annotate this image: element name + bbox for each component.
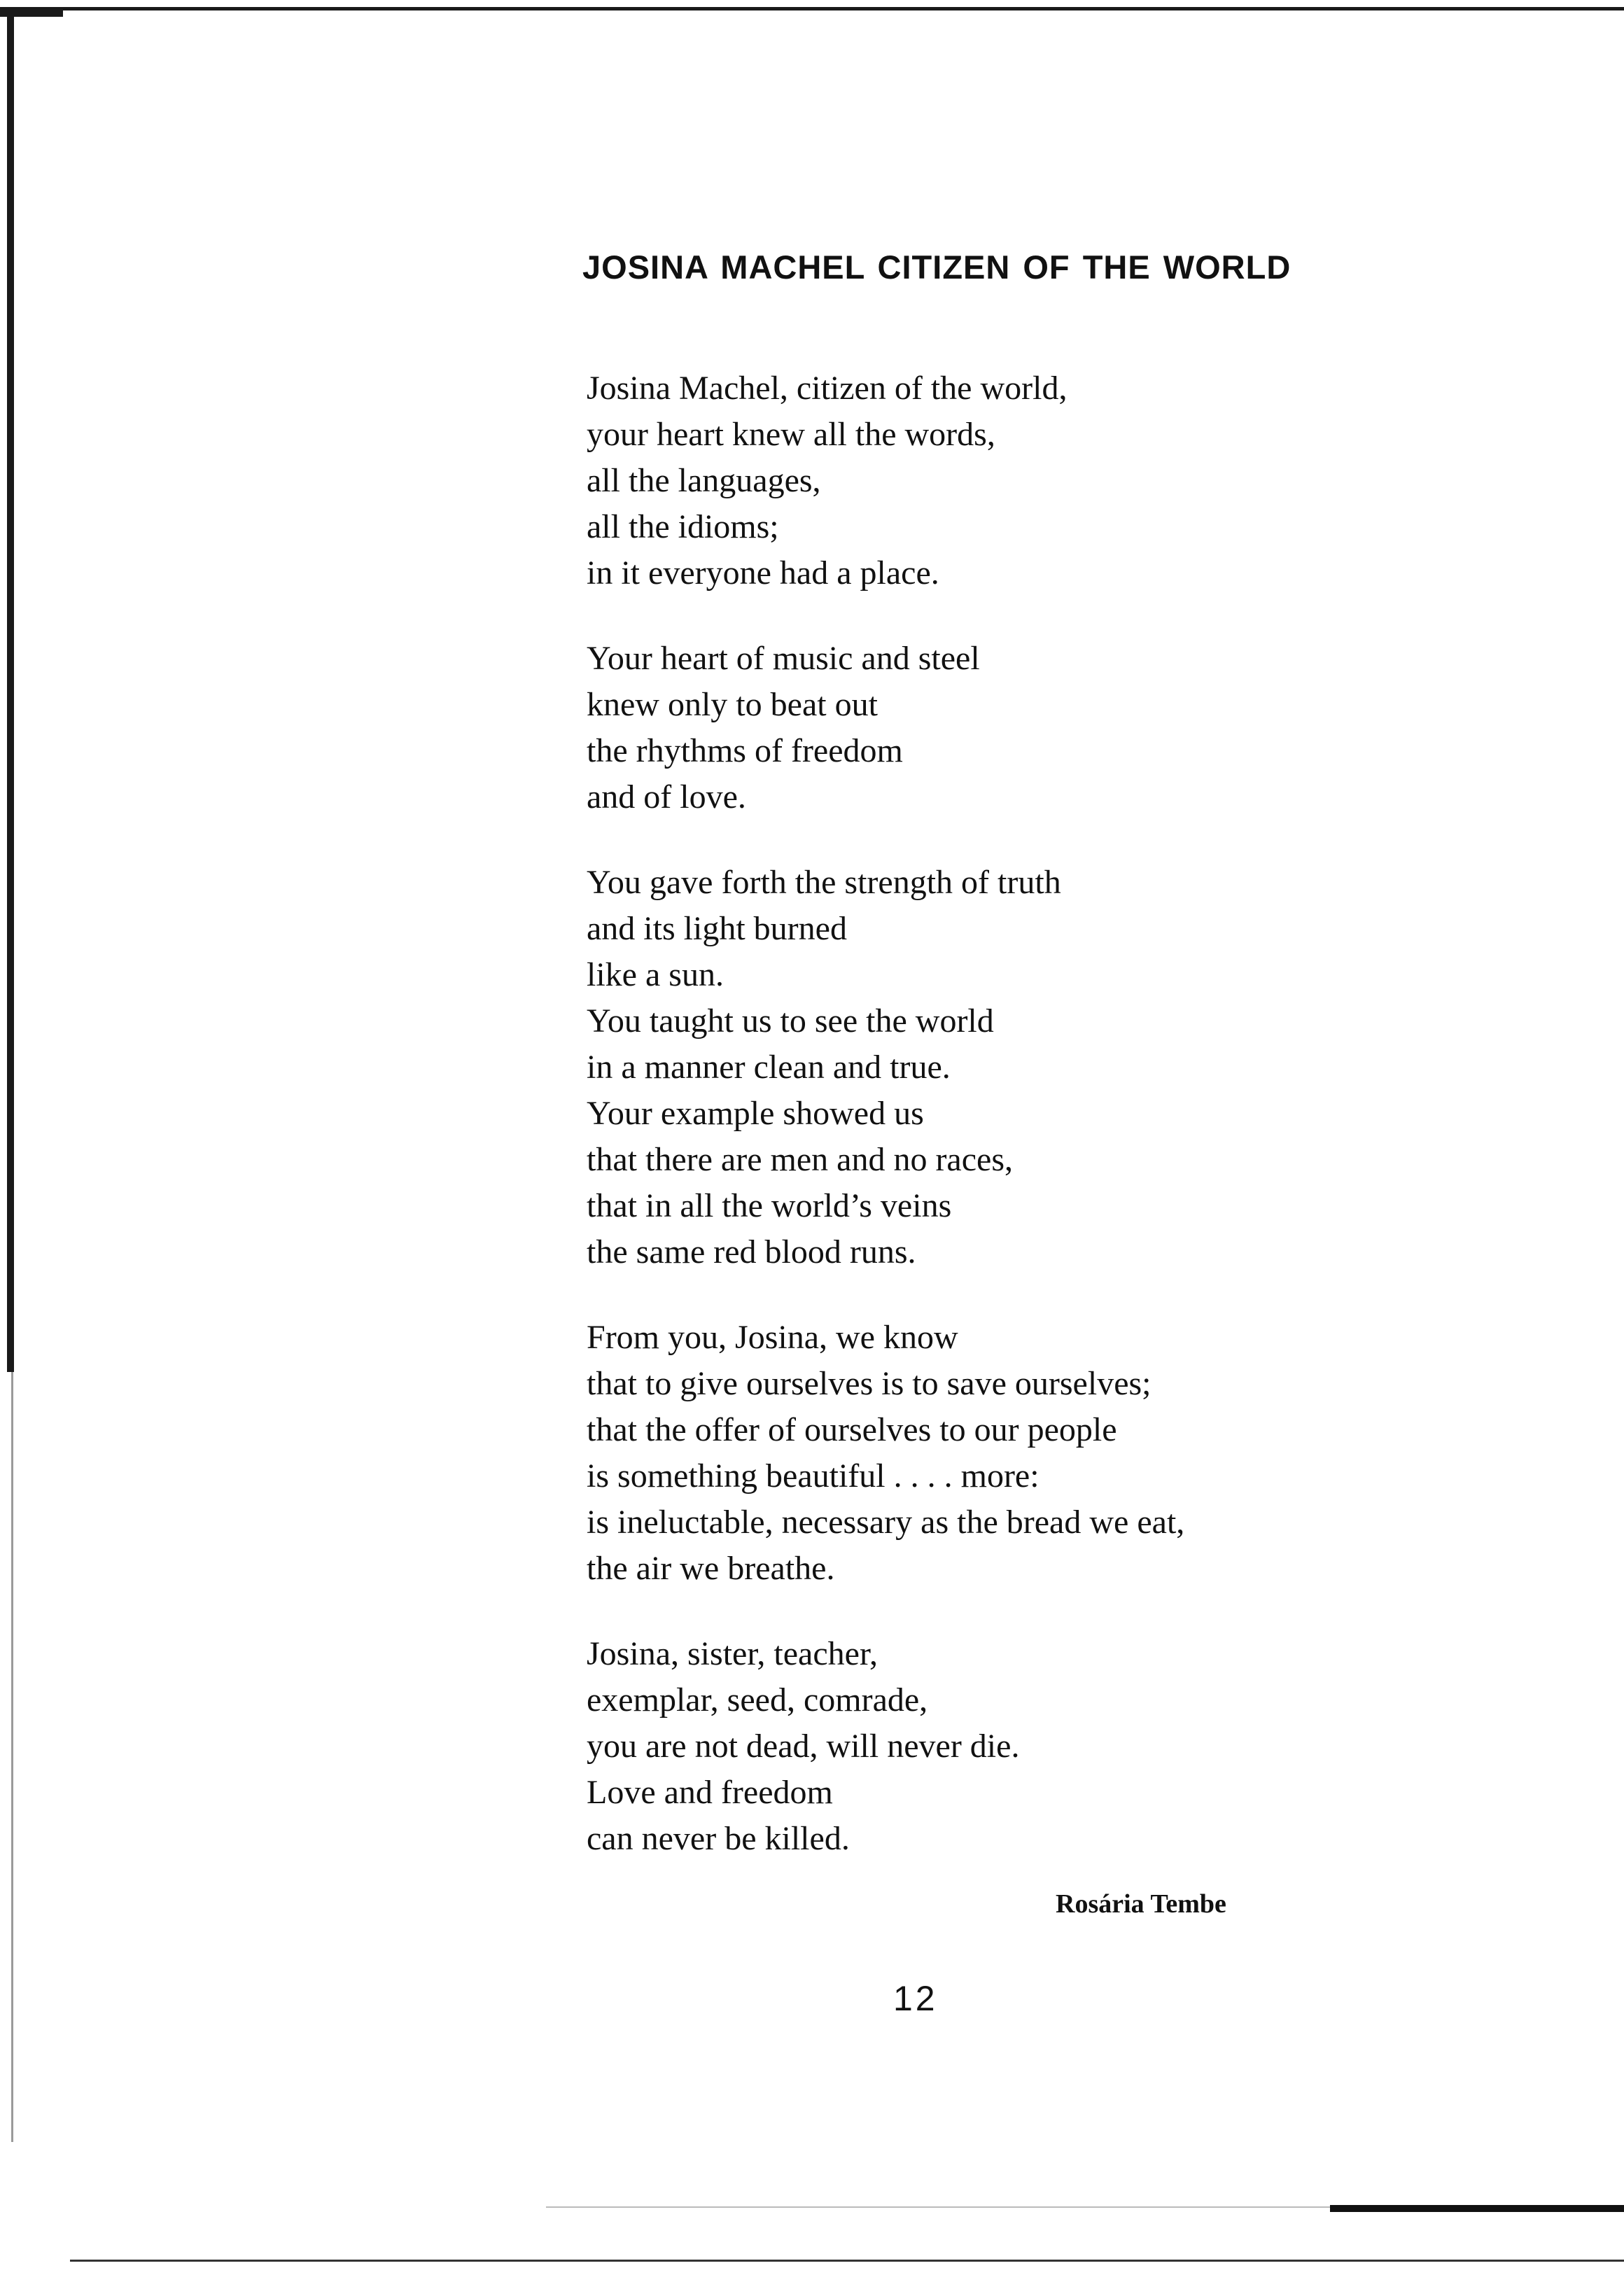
poem-stanza — [587, 365, 1392, 596]
poem-body — [587, 365, 1392, 1901]
poem-line: in it everyone had a place. — [587, 554, 939, 592]
poem-line: exemplar, seed, comrade, — [587, 1681, 928, 1718]
poem-line: and of love. — [587, 778, 746, 816]
poem-line: is something beautiful . . . . more: — [587, 1457, 1040, 1494]
poem-line: You taught us to see the world — [587, 1002, 994, 1040]
poem-line: You gave forth the strength of truth — [587, 864, 1061, 901]
poem-line: that there are men and no races, — [587, 1141, 1014, 1178]
page-number: 12 — [893, 1979, 938, 2018]
poem-line: Your example showed us — [587, 1095, 924, 1132]
poem-title: JOSINA MACHEL CITIZEN OF THE WORLD — [582, 248, 1292, 286]
poem-line: can never be killed. — [587, 1820, 850, 1857]
page-edge-bottom — [70, 2260, 1624, 2262]
poem-line: your heart knew all the words, — [587, 416, 995, 453]
poem-stanza — [587, 1631, 1392, 1862]
poem-line: like a sun. — [587, 956, 724, 993]
poem-line: and its light burned — [587, 910, 847, 947]
page-edge-bottom-right — [1330, 2205, 1624, 2212]
poem-stanza — [587, 636, 1392, 820]
poem-line: the air we breathe. — [587, 1550, 835, 1587]
page-edge-left-lower — [11, 1372, 13, 2142]
poem-author: Rosária Tembe — [1056, 1889, 1226, 1919]
poem-stanza — [587, 860, 1392, 1275]
poem-line: all the languages, — [587, 462, 821, 499]
page-edge-bottom-faint — [546, 2206, 1330, 2208]
poem-line: is ineluctable, necessary as the bread we eat, — [587, 1504, 1185, 1541]
poem-line: that to give ourselves is to save ourselves; — [587, 1365, 1152, 1402]
poem-line: the same red blood runs. — [587, 1233, 916, 1270]
poem-line: you are not dead, will never die. — [587, 1728, 1020, 1765]
poem-line: From you, Josina, we know — [587, 1319, 958, 1356]
poem-line: that the offer of ourselves to our people — [587, 1411, 1117, 1448]
poem-line: Josina Machel, citizen of the world, — [587, 370, 1068, 407]
poem-line: Love and freedom — [587, 1774, 833, 1811]
poem-line: that in all the world’s veins — [587, 1187, 952, 1224]
poem-line: in a manner clean and true. — [587, 1049, 951, 1086]
poem-stanza — [587, 1315, 1392, 1592]
poem-line: all the idioms; — [587, 508, 779, 545]
poem-line: Josina, sister, teacher, — [587, 1635, 878, 1672]
page-edge-left — [7, 7, 14, 1372]
poem-line: the rhythms of freedom — [587, 732, 903, 769]
poem-line: Your heart of music and steel — [587, 640, 980, 677]
page-edge-top — [0, 7, 1624, 10]
poem-line: knew only to beat out — [587, 686, 878, 723]
